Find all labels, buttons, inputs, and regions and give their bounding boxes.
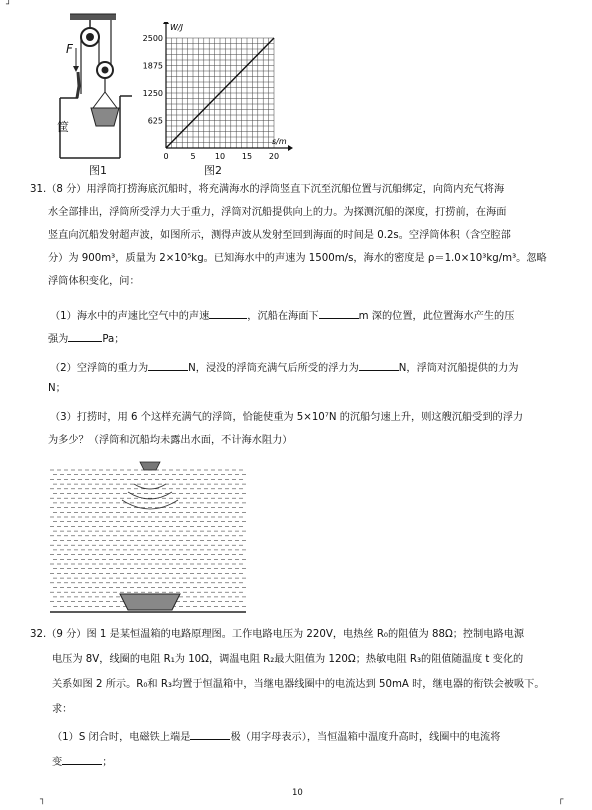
x-axis-arrow [288, 145, 293, 151]
answer-blank[interactable] [209, 307, 247, 319]
q32-sub1-cont [52, 753, 112, 770]
question-32 [30, 628, 570, 778]
q32-sub1-text-d: ； [102, 757, 113, 768]
x-tick-label: 20 [268, 152, 280, 161]
q31-sub1-text-e: Pa； [102, 334, 125, 345]
answer-blank[interactable] [62, 753, 102, 765]
page-number: 10 [292, 788, 303, 798]
q31-line5: 浮筒体积变化，问： [48, 276, 140, 287]
basket-label: 筐 [57, 120, 70, 134]
q31-sub3-line2: 为多少？（浮筒和沉船均未露出水面，不计海水阻力） [48, 435, 293, 446]
sea-sonar-figure [50, 460, 250, 618]
x-axis-label: s/m [272, 137, 287, 146]
q31-sub2-text-b: N，浸没的浮筒充满气后所受的浮力为 [188, 363, 359, 374]
chart-axes [143, 22, 293, 161]
q31-sub1 [50, 307, 514, 324]
q31-sub3-line1: （3）打捞时，用 6 个这样充满气的浮筒，恰能使重为 5×10⁷N 的沉船匀速上升，则这艘沉船受到的浮力 [50, 412, 524, 423]
q31-line1: 31.（8 分）用浮筒打捞海底沉船时，将充满海水的浮筒竖直下沉至沉船位置与沉船绑定，向筒内充气将海 [30, 184, 505, 195]
q32-line2: 电压为 8V，线圈的电阻 R₁为 10Ω，调温电阻 R₂最大阻值为 120Ω；热敏电阻 R₃的阻值随温度 t 变化的 [52, 654, 524, 665]
y-tick-label: 1875 [142, 61, 163, 71]
q31-sub1-cont [48, 330, 125, 347]
answer-blank[interactable] [359, 359, 399, 371]
q32-line1: 32.（9 分）图 1 是某恒温箱的电路原理图。工作电路电压为 220V，电热丝 R₀的阻值为 88Ω；控制电路电源 [30, 629, 525, 640]
water-pattern [50, 470, 246, 606]
corner-mark: ┌ [558, 795, 564, 805]
pulley-figure [48, 8, 138, 178]
x-tick-label: 0 [163, 152, 169, 161]
work-distance-chart [138, 22, 298, 170]
x-tick-label: 5 [190, 152, 196, 161]
q32-line3: 关系如图 2 所示。R₀和 R₃均置于恒温箱中，当继电器线圈中的电流达到 50mA 时，继电器的衔铁会被吸下。 [52, 679, 545, 690]
q31-sub2-text-a: （2）空浮筒的重力为 [50, 363, 149, 374]
figure1-caption: 图1 [89, 164, 107, 177]
q32-sub1-text-b: 极（用字母表示），当恒温箱中温度升高时，线圈中的电流将 [230, 732, 501, 743]
q31-sub2-cont: N； [48, 383, 66, 394]
q31-line2: 水全部排出，浮筒所受浮力大于重力，浮筒对沉船提供向上的力。为探测沉船的深度，打捞前，在海面 [48, 207, 507, 218]
answer-blank[interactable] [190, 728, 230, 740]
x-tick-label: 15 [241, 152, 253, 161]
q31-line3: 竖直向沉船发射超声波，如图所示，测得声波从发射至回到海面的时间是 0.2s。空浮筒体积（含空腔部 [48, 230, 511, 241]
q31-sub2-text-c: N，浮筒对沉船提供的力为 [398, 363, 519, 374]
y-axis-arrow [163, 22, 169, 24]
q32-sub1 [52, 728, 500, 745]
q31-sub1-text-c: m 深的位置，此位置海水产生的压 [358, 311, 515, 322]
question-31 [30, 183, 570, 453]
q31-line4: 分）为 900m³，质量为 2×10⁵kg。已知海水中的声速为 1500m/s，海水的密度是 ρ＝1.0×10³kg/m³。忽略 [48, 253, 547, 264]
q32-sub1-text-c: 变 [52, 757, 63, 768]
q31-sub1-text-b: ，沉船在海面下 [247, 311, 319, 322]
x-tick-label: 10 [214, 152, 226, 161]
answer-blank[interactable] [148, 359, 188, 371]
answer-blank[interactable] [68, 330, 102, 342]
force-label: F [66, 42, 73, 56]
q31-sub2 [50, 359, 518, 376]
corner-mark: ┘ [6, 0, 12, 10]
q31-sub1-text-d: 强为 [48, 334, 69, 345]
figure2-caption: 图2 [204, 164, 222, 177]
answer-blank[interactable] [319, 307, 359, 319]
y-tick-label: 1250 [142, 89, 163, 98]
y-tick-label: 2500 [142, 34, 163, 43]
q32-line4: 求： [52, 704, 73, 715]
y-axis-label: W/J [170, 23, 183, 32]
q32-sub1-text-a: （1）S 闭合时，电磁铁上端是 [52, 732, 191, 743]
corner-mark: ┐ [40, 795, 46, 805]
q31-sub1-text-a: （1）海水中的声速比空气中的声速 [50, 311, 210, 322]
y-tick-label: 625 [147, 116, 163, 126]
